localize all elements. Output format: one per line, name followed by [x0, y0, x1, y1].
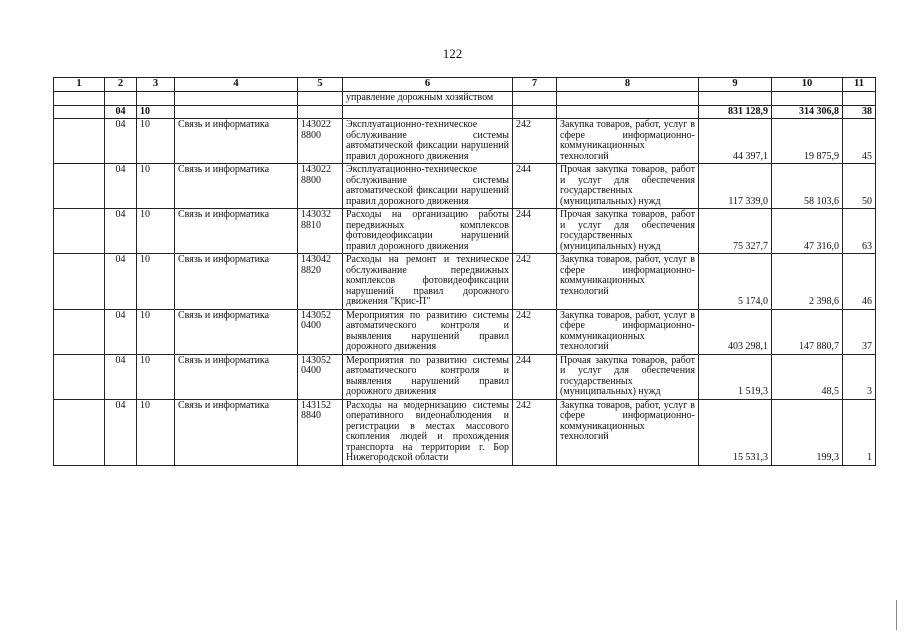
target-article-code: 143032 8810: [298, 209, 343, 254]
subsection-code: 10: [137, 209, 175, 254]
actual-amount: 58 103,6: [772, 164, 843, 209]
section-code: 04: [105, 164, 137, 209]
header-cell: 6: [343, 78, 513, 92]
table-row: [54, 254, 876, 310]
section-name: Связь и информатика: [175, 119, 298, 164]
header-cell: 3: [137, 78, 175, 92]
expense-description: Расходы на ремонт и техническое обслуживание передвижных комплексов фотовидеофиксации нарушений правил дорожного движения "Крис-П": [343, 254, 513, 310]
execution-percent: 3: [843, 354, 876, 399]
section-code: 04: [105, 119, 137, 164]
expense-type-name: Закупка товаров, работ, услуг в сфере информационно-коммуникационных технологий: [557, 119, 699, 164]
section-code: 04: [105, 399, 137, 465]
expense-description: Мероприятия по развитию системы автоматического контроля и выявления нарушений правил дорожного движения: [343, 309, 513, 354]
header-cell: 7: [513, 78, 557, 92]
expense-type-name: Прочая закупка товаров, работ и услуг для обеспечения государственных (муниципальных) нужд: [557, 209, 699, 254]
section-code: 04: [105, 309, 137, 354]
section-name: Связь и информатика: [175, 164, 298, 209]
header-cell: 10: [772, 78, 843, 92]
section-code: 04: [105, 209, 137, 254]
expense-type-name: Прочая закупка товаров, работ и услуг для обеспечения государственных (муниципальных) нужд: [557, 164, 699, 209]
scan-edge-mark: [896, 600, 897, 630]
actual-amount: 199,3: [772, 399, 843, 465]
header-cell: 11: [843, 78, 876, 92]
expense-type-name: Закупка товаров, работ, услуг в сфере информационно-коммуникационных технологий: [557, 254, 699, 310]
plan-amount: 5 174,0: [699, 254, 772, 310]
target-article-code: 143022 8800: [298, 164, 343, 209]
expense-type-code: 242: [513, 399, 557, 465]
header-cell: 9: [699, 78, 772, 92]
page-number: 122: [442, 46, 463, 61]
section-code: 04: [105, 354, 137, 399]
target-article-code: 143022 8800: [298, 119, 343, 164]
carry-over-text: управление дорожным хозяйством: [343, 92, 513, 106]
target-article-code: 143052 0400: [298, 309, 343, 354]
section-name: Связь и информатика: [175, 354, 298, 399]
section-name: Связь и информатика: [175, 399, 298, 465]
header-cell: 2: [105, 78, 137, 92]
plan-amount: 831 128,9: [699, 105, 772, 119]
subsection-code: 10: [137, 254, 175, 310]
subsection-code: 10: [137, 119, 175, 164]
execution-percent: 45: [843, 119, 876, 164]
header-row: [54, 78, 876, 92]
execution-percent: 46: [843, 254, 876, 310]
table-row: [54, 164, 876, 209]
execution-percent: 1: [843, 399, 876, 465]
subsection-code: 10: [137, 354, 175, 399]
target-article-code: 143042 8820: [298, 254, 343, 310]
budget-table: [53, 77, 876, 466]
plan-amount: 403 298,1: [699, 309, 772, 354]
actual-amount: 147 880,7: [772, 309, 843, 354]
plan-amount: 1 519,3: [699, 354, 772, 399]
expense-description: Расходы на организацию работы передвижных комплексов фотовидеофиксации нарушений правил дорожного движения: [343, 209, 513, 254]
subsection-code: 10: [137, 105, 175, 119]
expense-type-code: 242: [513, 119, 557, 164]
section-code: 04: [105, 254, 137, 310]
actual-amount: 2 398,6: [772, 254, 843, 310]
actual-amount: 19 875,9: [772, 119, 843, 164]
header-cell: 4: [175, 78, 298, 92]
execution-percent: 38: [843, 105, 876, 119]
target-article-code: 143052 0400: [298, 354, 343, 399]
plan-amount: 75 327,7: [699, 209, 772, 254]
header-cell: 5: [298, 78, 343, 92]
carry-over-row: [54, 92, 876, 106]
section-name: Связь и информатика: [175, 309, 298, 354]
expense-description: Мероприятия по развитию системы автоматического контроля и выявления нарушений правил дорожного движения: [343, 354, 513, 399]
expense-type-code: 242: [513, 254, 557, 310]
expense-description: Эксплуатационно-техническое обслуживание системы автоматической фиксации нарушений правил дорожного движения: [343, 164, 513, 209]
expense-type-name: Закупка товаров, работ, услуг в сфере информационно-коммуникационных технологий: [557, 309, 699, 354]
table-row: [54, 119, 876, 164]
expense-type-code: 244: [513, 354, 557, 399]
subsection-code: 10: [137, 164, 175, 209]
table-row: [54, 209, 876, 254]
expense-type-code: 244: [513, 209, 557, 254]
expense-type-code: 244: [513, 164, 557, 209]
execution-percent: 63: [843, 209, 876, 254]
table-row: [54, 309, 876, 354]
execution-percent: 50: [843, 164, 876, 209]
header-cell: 1: [54, 78, 105, 92]
table-body: [54, 92, 876, 466]
execution-percent: 37: [843, 309, 876, 354]
expense-description: Расходы на модернизацию системы оперативного видеонаблюдения и регистрации в местах массового скопления людей и прохождения транспорта на территории г. Бор Нижегородской области: [343, 399, 513, 465]
expense-type-name: Прочая закупка товаров, работ и услуг для обеспечения государственных (муниципальных) нужд: [557, 354, 699, 399]
table-row: [54, 399, 876, 465]
subsection-code: 10: [137, 309, 175, 354]
summary-row: [54, 105, 876, 119]
table-row: [54, 354, 876, 399]
plan-amount: 117 339,0: [699, 164, 772, 209]
subsection-code: 10: [137, 399, 175, 465]
actual-amount: 48,5: [772, 354, 843, 399]
target-article-code: 143152 8840: [298, 399, 343, 465]
section-name: Связь и информатика: [175, 254, 298, 310]
section-code: 04: [105, 105, 137, 119]
section-name: Связь и информатика: [175, 209, 298, 254]
expense-type-code: 242: [513, 309, 557, 354]
expense-description: Эксплуатационно-техническое обслуживание системы автоматической фиксации нарушений правил дорожного движения: [343, 119, 513, 164]
actual-amount: 47 316,0: [772, 209, 843, 254]
plan-amount: 44 397,1: [699, 119, 772, 164]
header-cell: 8: [557, 78, 699, 92]
actual-amount: 314 306,8: [772, 105, 843, 119]
plan-amount: 15 531,3: [699, 399, 772, 465]
expense-type-name: Закупка товаров, работ, услуг в сфере информационно-коммуникационных технологий: [557, 399, 699, 465]
